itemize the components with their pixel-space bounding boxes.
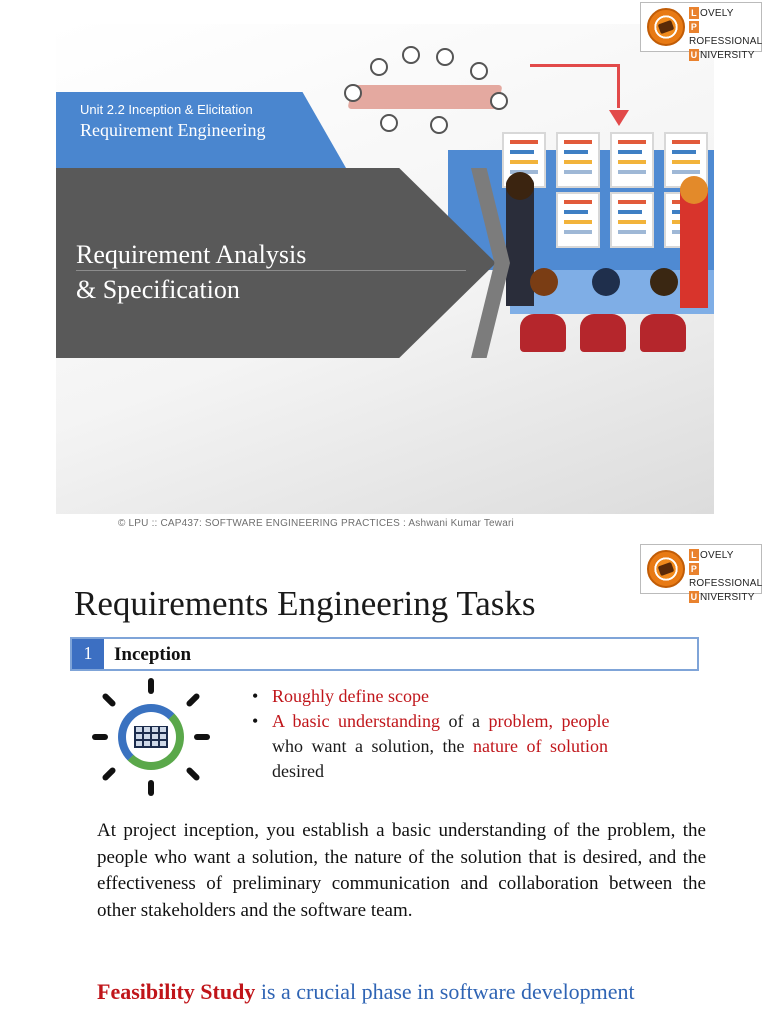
banner-title: Requirement Engineering [80,120,266,140]
arrow-down-icon [530,64,620,108]
inception-cycle-icon [92,678,210,796]
title-divider [76,270,466,271]
university-seal-icon [647,550,685,588]
logo-text: L OVELY PROFESSIONAL U NIVERSITY [689,8,763,61]
slide-footer: © LPU :: CAP437: SOFTWARE ENGINEERING PRACTICES : Ashwani Kumar Tewari [118,518,514,529]
audience-seat [520,314,566,352]
slide-title: Requirements Engineering Tasks [74,584,536,623]
chart-poster-icon [610,192,654,248]
presenter-head [680,176,708,204]
chart-poster-icon [556,192,600,248]
chart-poster-icon [556,132,600,188]
audience-seat [640,314,686,352]
bullet-item: • A basic understanding of a problem, people who want a solution, the nature of solution desired [250,709,690,784]
chart-poster-icon [610,132,654,188]
presenter-head [506,172,534,200]
university-seal-icon [647,8,685,46]
bullet-item: • Roughly define scope [250,684,690,709]
meeting-illustration [340,40,510,140]
slide-title-line-2: & Specification [76,275,240,304]
university-logo [640,2,763,61]
audience-seat [580,314,626,352]
inception-paragraph: At project inception, you establish a basic understanding of the problem, the people who want a solution, the nature of the solution that is desired, and the effectiveness of preliminary communication and collaboration between the other stakeholders and the software team. [97,820,706,921]
unit-label: Unit 2.2 Inception & Elicitation [80,102,253,117]
section-number: 1 [72,639,104,669]
feasibility-paragraph: Feasibility Study is a crucial phase in software development [97,979,635,1004]
audience-head [592,268,620,296]
audience-head [650,268,678,296]
section-label: Inception [114,644,192,665]
audience-head [530,268,558,296]
section-header [70,637,699,671]
slide-title-line-1: Requirement Analysis [76,240,307,269]
logo-text: L OVELY PROFESSIONAL U NIVERSITY [689,550,763,603]
university-logo [640,544,763,603]
inception-bullets [250,684,690,784]
slide-2 [0,540,768,1024]
